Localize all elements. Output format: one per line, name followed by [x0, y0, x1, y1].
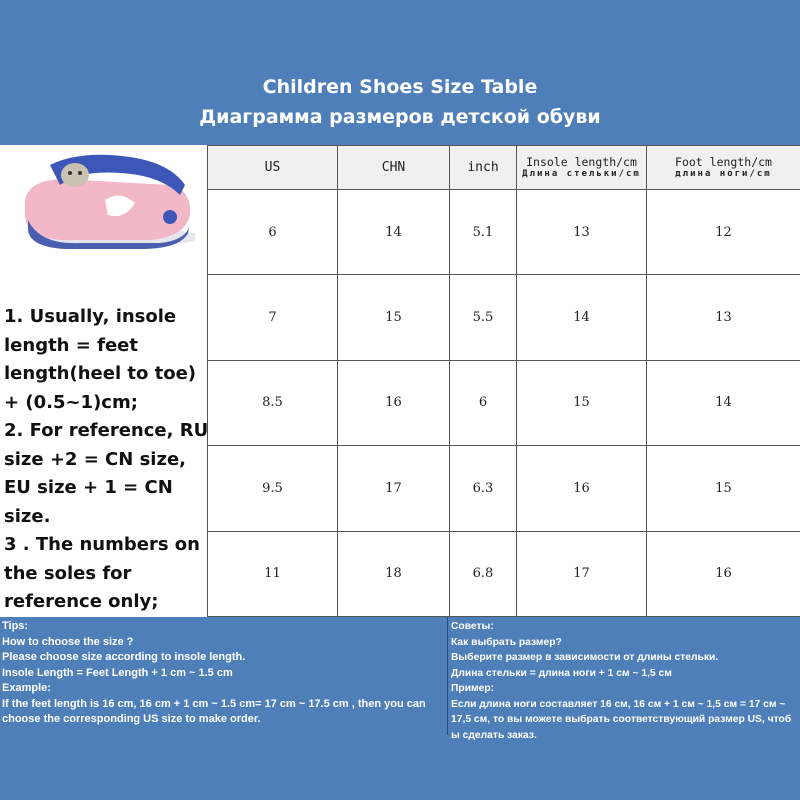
cell-chn: 14	[338, 190, 450, 275]
header-inch: inch	[450, 146, 517, 190]
cell-chn: 18	[338, 531, 450, 616]
cell-inch: 6.8	[450, 531, 517, 616]
cell-foot: 13	[647, 275, 800, 360]
tips-label: Tips:	[2, 620, 29, 632]
cell-us: 6	[208, 190, 338, 275]
example-label-ru: Пример:	[451, 683, 495, 694]
cell-chn: 15	[338, 275, 450, 360]
tips-question: How to choose the size ?	[2, 635, 134, 648]
footer-divider	[447, 617, 448, 735]
cell-chn: 16	[338, 360, 450, 445]
cell-us: 9.5	[208, 446, 338, 531]
tips-english	[2, 619, 446, 728]
cell-inch: 6.3	[450, 446, 517, 531]
tips-question-ru: Как выбрать размер?	[451, 636, 562, 648]
size-table	[207, 145, 800, 617]
tips-line-1: Please choose size according to insole length.	[2, 651, 246, 663]
title-english: Children Shoes Size Table	[262, 76, 538, 98]
header-chn: CHN	[338, 146, 450, 190]
tips-russian	[451, 619, 797, 743]
left-panel	[0, 145, 207, 617]
table-row	[208, 275, 800, 360]
table-row	[208, 531, 800, 616]
example-text-ru: Если длина ноги составляет 16 см, 16 см + 1 см ~ 1,5 см = 17 см ~ 17,5 см, то вы можете выбрать соответствующий размер US, чтоб ы сделать заказ.	[451, 698, 792, 741]
tips-line-1-ru: Выберите размер в зависимости от длины стельки.	[451, 652, 719, 663]
title-russian: Диаграмма размеров детской обуви	[199, 106, 601, 128]
cell-insole: 13	[517, 190, 647, 275]
header-foot-length: Foot length/cm длина ноги/cm	[647, 146, 800, 190]
cell-foot: 12	[647, 190, 800, 275]
cell-foot: 14	[647, 360, 800, 445]
cell-inch: 5.5	[450, 275, 517, 360]
tips-line-2: Insole Length = Feet Length + 1 cm ~ 1.5 cm	[2, 666, 233, 679]
cell-us: 8.5	[208, 360, 338, 445]
cell-insole: 17	[517, 531, 647, 616]
cell-us: 11	[208, 531, 338, 616]
tips-label-ru: Советы:	[451, 621, 494, 632]
tips-line-2-ru: Длина стельки = длина ноги + 1 см ~ 1,5 см	[451, 667, 672, 679]
table-header-row	[208, 146, 800, 190]
kids-clog-image	[20, 145, 195, 250]
cell-insole: 16	[517, 446, 647, 531]
cell-us: 7	[208, 275, 338, 360]
cell-insole: 15	[517, 360, 647, 445]
example-label: Example:	[2, 682, 51, 694]
cell-chn: 17	[338, 446, 450, 531]
size-chart	[0, 145, 800, 617]
header-us: US	[208, 146, 338, 190]
size-notes: 1. Usually, insole length = feet length(heel to toe) + (0.5~1)cm; 2. For reference, RU size +2 = CN size, EU size + 1 = CN size. 3 . The numbers on the soles for reference only;	[4, 306, 209, 612]
table-row	[208, 360, 800, 445]
header-insole-length: Insole length/cm Длина стельки/cm	[517, 146, 647, 190]
header	[0, 0, 800, 145]
cell-foot: 16	[647, 531, 800, 616]
table-row	[208, 190, 800, 275]
cell-inch: 5.1	[450, 190, 517, 275]
example-text: If the feet length is 16 cm, 16 cm + 1 cm ~ 1.5 cm= 17 cm ~ 17.5 cm , then you can choose the corresponding US size to make order.	[2, 697, 426, 725]
tips-footer	[0, 617, 800, 741]
cell-inch: 6	[450, 360, 517, 445]
cell-foot: 15	[647, 446, 800, 531]
cell-insole: 14	[517, 275, 647, 360]
table-row	[208, 446, 800, 531]
